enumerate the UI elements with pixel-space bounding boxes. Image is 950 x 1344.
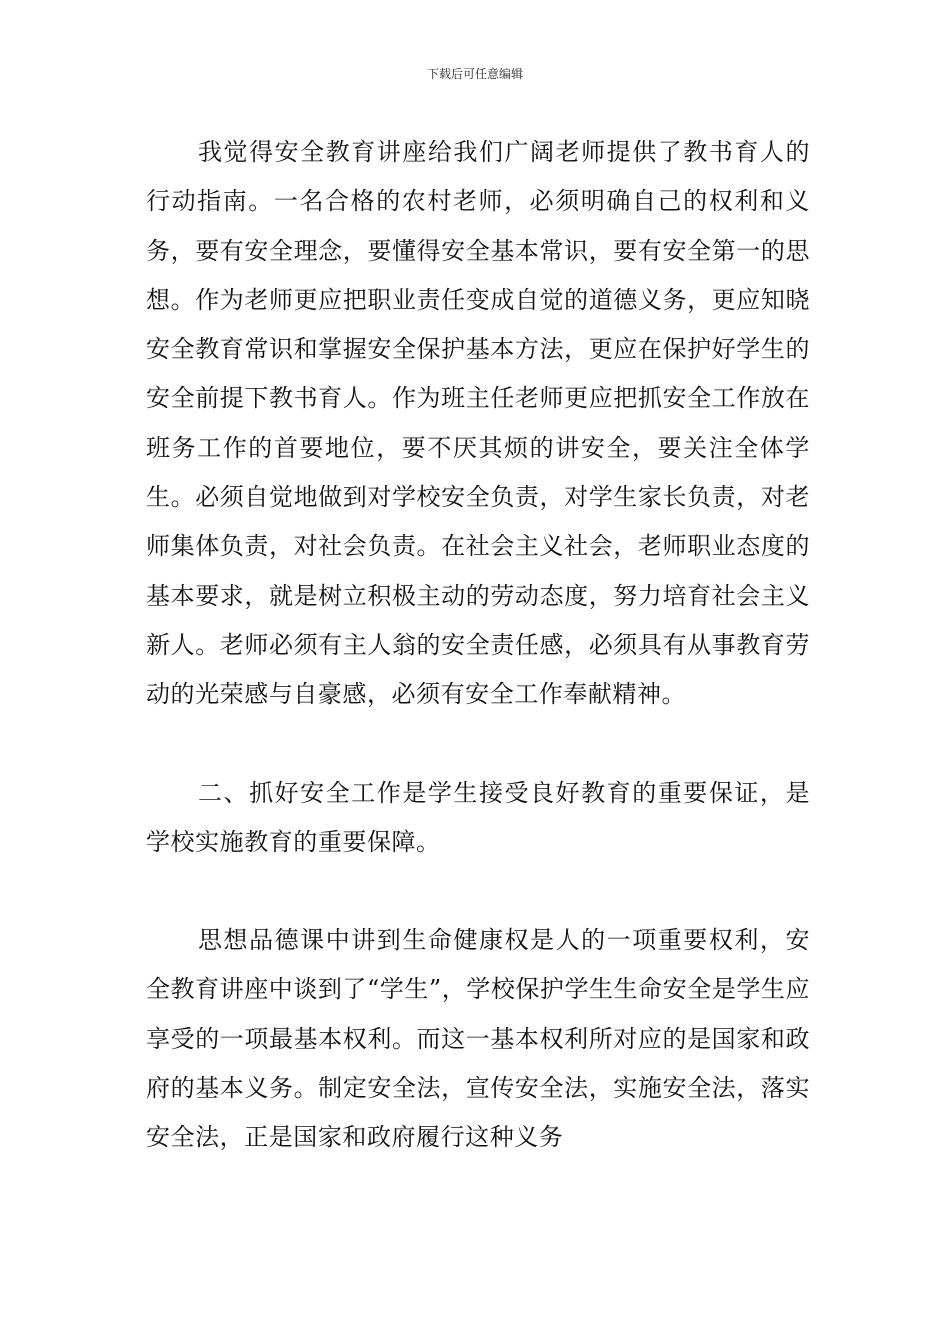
document-body [146,128,810,1163]
page-header: 下载后可任意编辑 [426,67,523,81]
paragraph-right-to-life: 思想品德课中讲到生命健康权是人的一项重要权利，安全教育讲座中谈到了“学生”，学校保护学生生命安全是学生应享受的一项最基本权利。而这一基本权利所对应的是国家和政府的基本义务。制定安全法，宣传安全法，实施安全法，落实安全法，正是国家和政府履行这种义务 [146,926,810,1152]
paragraph-section-two-heading: 二、抓好安全工作是学生接受良好教育的重要保证，是学校实施教育的重要保障。 [146,778,810,856]
paragraph-safety-education-lecture: 我觉得安全教育讲座给我们广阔老师提供了教书育人的行动指南。一名合格的农村老师，必须明确自己的权利和义务，要有安全理念，要懂得安全基本常识，要有安全第一的思想。作为老师更应把职业责任变成自觉的道德义务，更应知晓安全教育常识和掌握安全保护基本方法，更应在保护好学生的安全前提下教书育人。作为班主任老师更应把抓安全工作放在班务工作的首要地位，要不厌其烦的讲安全，要关注全体学生。必须自觉地做到对学校安全负责，对学生家长负责，对老师集体负责，对社会负责。在社会主义社会，老师职业态度的基本要求，就是树立积极主动的劳动态度，努力培育社会主义新人。老师必须有主人翁的安全责任感，必须具有从事教育劳动的光荣感与自豪感，必须有安全工作奉献精神。 [146,138,810,709]
